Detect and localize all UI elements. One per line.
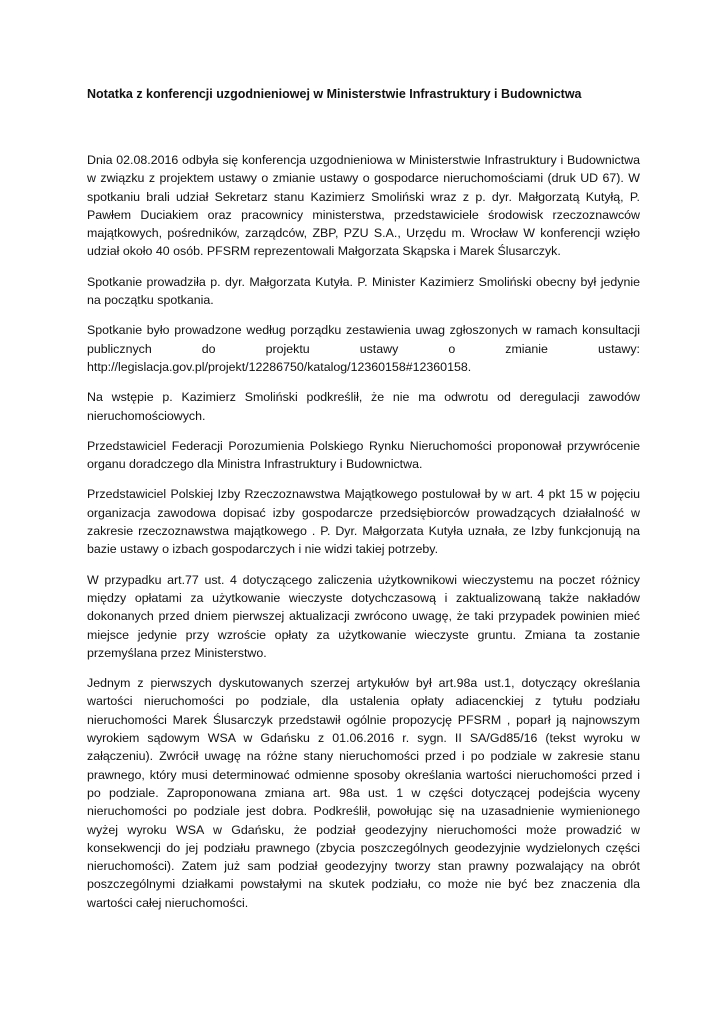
paragraph-meeting-chair: Spotkanie prowadziła p. dyr. Małgorzata Kutyła. P. Minister Kazimierz Smoliński obecny był jedynie na początku spotkania. — [87, 274, 640, 308]
document-title: Notatka z konferencji uzgodnieniowej w Ministerstwie Infrastruktury i Budownictwa — [87, 87, 582, 101]
paragraph-art77: W przypadku art.77 ust. 4 dotyczącego zaliczenia użytkownikowi wieczystemu na poczet różnicy między opłatami za użytkowanie wieczyste dotychczasową i zaktualizowaną także nakładów dokonanych przed dniem pierwszej aktualizacji zwrócono uwagę, że taki przypadek powinien mieć miejsce jedynie przy wzroście opłaty za użytkowanie wieczyste gruntu. Zmiana ta zostanie przemyślana przez Ministerstwo. — [87, 572, 640, 660]
paragraph-federation-proposal: Przedstawiciel Federacji Porozumienia Polskiego Rynku Nieruchomości proponował przywrócenie organu doradczego dla Ministra Infrastruktury i Budownictwa. — [87, 438, 640, 472]
document-body — [87, 151, 640, 924]
paragraph-chamber-proposal: Przedstawiciel Polskiej Izby Rzeczoznawstwa Majątkowego postulował by w art. 4 pkt 15 w pojęciu organizacja zawodowa dopisać izby gospodarcze przedsiębiorców prowadzących działalność w zakresie rzeczoznawstwa majątkowego . P. Dyr. Małgorzata Kutyła uznała, ze Izby funkcjonują na bazie ustawy o izbach gospodarczych i nie widzi takiej potrzeby. — [87, 487, 640, 557]
paragraph-art98a: Jednym z pierwszych dyskutowanych szerzej artykułów był art.98a ust.1, dotyczący określania wartości nieruchomości po podziale, dla ustalenia opłaty adiacenckiej z tytułu podziału nieruchomości Marek Ślusarczyk przedstawił ogólnie propozycję PFSRM , poparł ją najnowszym wyrokiem sądowym WSA w Gdańsku z 01.06.2016 r. sygn. II SA/Gd85/16 (tekst wyroku w załączeniu). Zwrócił uwagę na różne stany nieruchomości przed i po podziale w zakresie stanu prawnego, który musi determinować odmienne sposoby określania wartości nieruchomości przed i po podziale. Zaproponowana zmiana art. 98a ust. 1 w części dotyczącej podejścia wyceny nieruchomości po podziale jest dobra. Podkreślił, powołując się na uzasadnienie wymienionego wyżej wyroku WSA w Gdańsku, że podział geodezyjny nieruchomości może prowadzić w konsekwencji do jej podziału prawnego (zbycia poszczególnych geodezyjnie wydzielonych części nieruchomości). Zatem już sam podział geodezyjny tworzy stan prawny pozwalający na obrót poszczególnymi działkami powstałymi na skutek podziału, co może nie być bez znaczenia dla wartości całej nieruchomości. — [87, 676, 640, 910]
paragraph-conference-intro: Dnia 02.08.2016 odbyła się konferencja uzgodnieniowa w Ministerstwie Infrastruktury i Budownictwa w związku z projektem ustawy o zmianie ustawy o gospodarce nieruchomościami (druk UD 67). W spotkaniu brali udział Sekretarz stanu Kazimierz Smoliński wraz z p. dyr. Małgorzatą Kutyłą, P. Pawłem Duciakiem oraz pracownicy ministerstwa, przedstawiciele środowisk rzeczoznawców majątkowych, pośredników, zarządców, ZBP, PZU S.A., Urzędu m. Wrocław W konferencji wzięło udział około 40 osób. PFSRM reprezentowali Małgorzata Skąpska i Marek Ślusarczyk. — [87, 153, 640, 259]
paragraph-deregulation: Na wstępie p. Kazimierz Smoliński podkreślił, że nie ma odwrotu od deregulacji zawodów nieruchomościowych. — [87, 390, 640, 423]
paragraph-consultation-link: Spotkanie było prowadzone według porządku zestawienia uwag zgłoszonych w ramach konsultacji publicznych do projektu ustawy o zmianie ustawy: http://legislacja.gov.pl/projekt/12286750/katalog/12360158#12360158. — [87, 323, 640, 374]
